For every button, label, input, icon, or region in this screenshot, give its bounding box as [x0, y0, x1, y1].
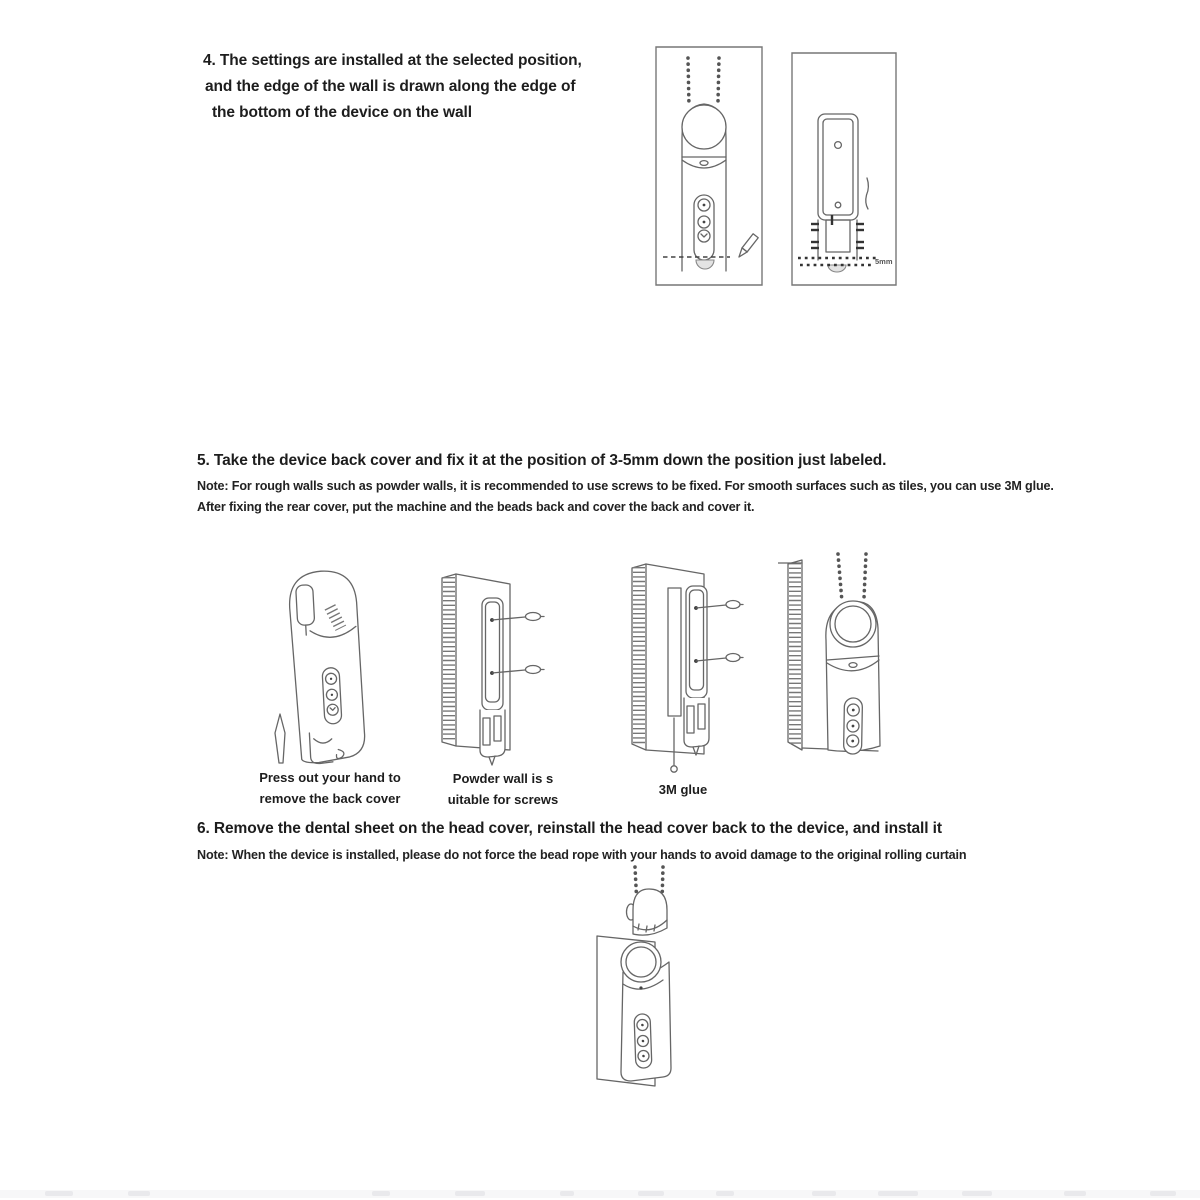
button-panel: [844, 698, 863, 754]
pencil-icon: [736, 234, 758, 259]
device-illustration: [826, 601, 880, 754]
step5-heading: 5. Take the device back cover and fix it at the position of 3-5mm down the position just labeled.: [197, 452, 887, 469]
figure-3m-glue: [622, 558, 754, 778]
device-front-illustration: [682, 104, 726, 271]
figure-powder-wall-screws: [432, 568, 562, 768]
bead-chain: [688, 58, 719, 106]
device-3d-illustration: [288, 569, 366, 764]
chain-wheel: [830, 601, 876, 647]
figure-mark-device-front: [653, 44, 767, 290]
step6-heading: 6. Remove the dental sheet on the head cover, reinstall the head cover back to the device, and install it: [197, 820, 942, 837]
step4-text-block: [203, 48, 582, 126]
caption-3m-glue: 3M glue: [658, 782, 708, 797]
step4-line-2: and the edge of the wall is drawn along the edge of: [205, 78, 576, 95]
screw-hole-top: [835, 142, 842, 149]
step5-note-1: Note: For rough walls such as powder walls, it is recommended to use screws to be fixed. For smooth surfaces such as tiles, you can use 3M glue.: [197, 479, 1054, 493]
chain-wheel: [621, 942, 661, 982]
figure-frame: [792, 53, 896, 285]
screw-hole-bottom: [835, 202, 841, 208]
button-panel: [694, 195, 714, 260]
caption-line: remove the back cover: [259, 791, 401, 806]
step4-line-3: the bottom of the device on the wall: [212, 104, 472, 121]
pencil-stroke-mark: [866, 178, 869, 209]
chain-wheel: [682, 105, 726, 149]
bottom-cap: [696, 260, 714, 269]
caption-line: Press out your hand to: [259, 770, 401, 785]
figure-device-on-wall: [778, 548, 906, 770]
caption-remove-cover: [250, 767, 410, 809]
head-cover: [633, 889, 667, 935]
device-illustration: [621, 942, 671, 1081]
mounted-back-cover: [480, 598, 505, 765]
mounted-back-cover: [684, 586, 709, 755]
arrow-up-icon: [275, 714, 285, 763]
bead-chain: [838, 554, 866, 602]
glue-strip: [668, 588, 681, 716]
bottom-bracket: [811, 215, 864, 272]
button-panel: [634, 1014, 652, 1069]
step6-note: Note: When the device is installed, please do not force the bead rope with your hands to avoid damage to the original rolling curtain: [197, 848, 967, 862]
caption-powder-wall: [428, 768, 578, 810]
back-cover-plate: [818, 114, 868, 220]
label-5mm: 5mm: [875, 257, 893, 266]
button-panel: [322, 667, 342, 724]
caption-line: Powder wall is s: [452, 771, 554, 786]
glue-leader-line: [671, 718, 677, 772]
figure-mark-back-cover: [788, 48, 904, 290]
figure-remove-back-cover: [262, 558, 402, 770]
step4-line-1: 4. The settings are installed at the selected position,: [203, 52, 582, 69]
caption-line: uitable for screws: [447, 792, 559, 807]
step5-note-2: After fixing the rear cover, put the machine and the beads back and cover the back and cover it.: [197, 500, 755, 514]
scan-artifact-strip: [0, 1190, 1200, 1198]
figure-reinstall-head-cover: [583, 862, 723, 1114]
